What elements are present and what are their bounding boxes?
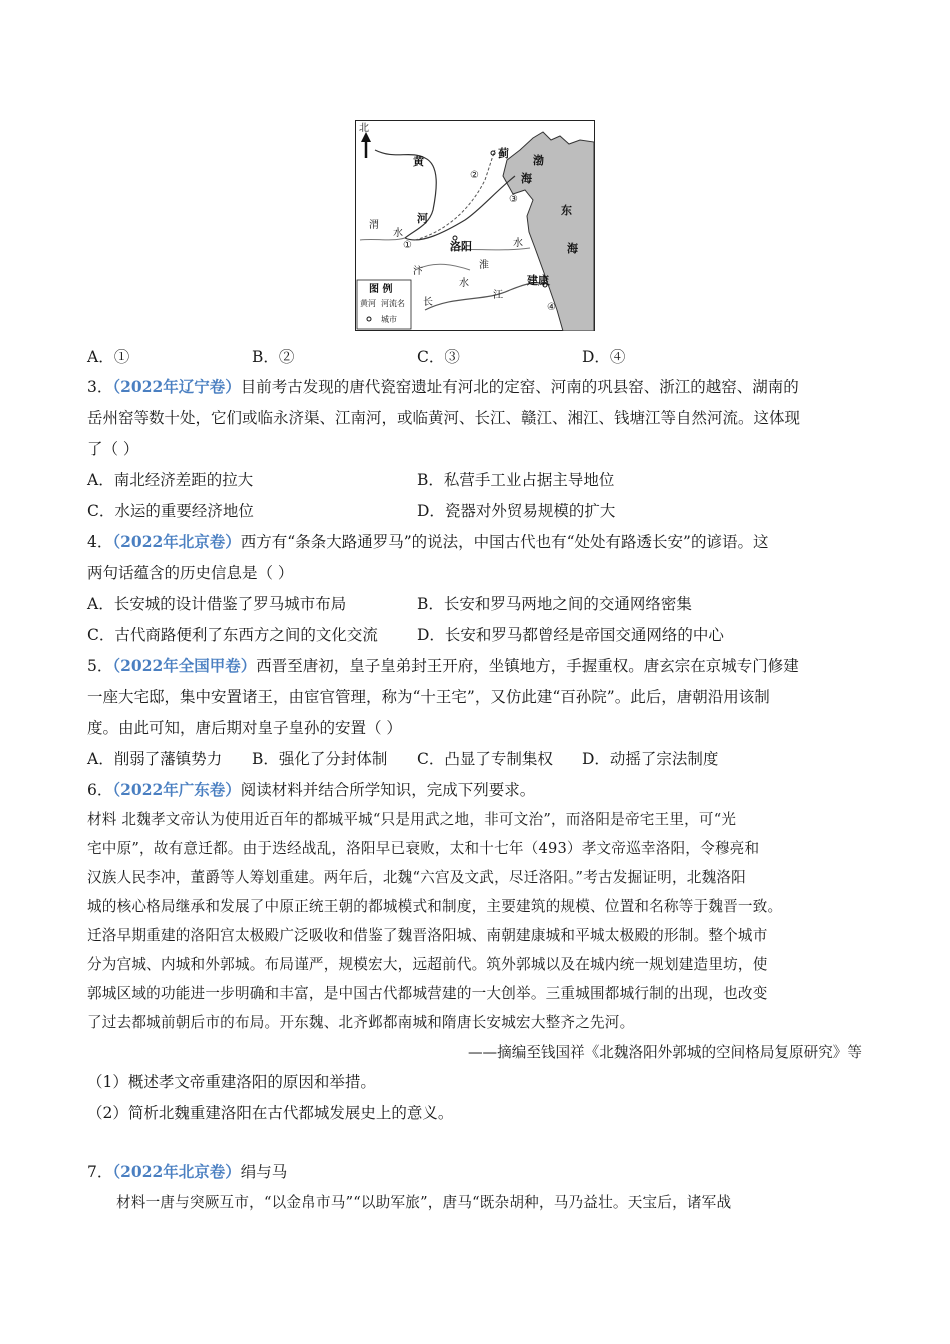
q7-source: （2022年北京卷） xyxy=(112,1162,241,1181)
map-marker-2: ② xyxy=(470,170,479,181)
q4-line1 xyxy=(87,530,768,552)
historical-map xyxy=(355,120,595,331)
q6-material-line: 迁洛早期重建的洛阳宫太极殿广泛吸收和借鉴了魏晋洛阳城、南朝建康城和平城太极殿的形制。整个城市 xyxy=(87,927,768,944)
q5-line2: 一座大宅邸，集中安置诸王，由宦官管理，称为“十王宅”，又仿此建“百孙院”。此后，唐朝沿用该制 xyxy=(87,688,770,706)
q3-source: （2022年辽宁卷） xyxy=(112,377,241,396)
q3-line3: 了（ ） xyxy=(87,440,139,458)
q3-text1: 目前考古发现的唐代瓷窑遗址有河北的定窑、河南的巩县窑、浙江的越窑、湖南的 xyxy=(240,378,799,396)
q6-sub1: （1）概述孝文帝重建洛阳的原因和举措。 xyxy=(87,1073,376,1091)
map-label-luoyang: 洛阳 xyxy=(450,240,472,253)
q6-line1 xyxy=(87,778,535,800)
q5-option-c: C．凸显了专制集权 xyxy=(417,750,553,768)
q6-material-line: 郭城区域的功能进一步明确和丰富，是中国古代都城营建的一大创举。三重城围都城行制的出现，也改变 xyxy=(87,985,768,1002)
q4-option-c: C．古代商路便利了东西方之间的文化交流 xyxy=(87,626,378,644)
map-marker-3: ③ xyxy=(509,194,518,205)
q7-line1 xyxy=(87,1160,287,1182)
map-label-he: 河 xyxy=(417,212,428,225)
q5-source: （2022年全国甲卷） xyxy=(112,656,257,675)
map-north-label: 北 xyxy=(359,123,369,134)
q2-option-a: A．① xyxy=(87,348,130,366)
map-marker-1: ① xyxy=(403,240,412,251)
q3-option-b: B．私营手工业占据主导地位 xyxy=(417,471,615,489)
map-label-bian: 汴 xyxy=(413,266,423,277)
legend-river-text: 河流名 xyxy=(381,299,405,308)
q2-option-b: B．② xyxy=(252,348,295,366)
q6-intro: 阅读材料并结合所学知识，完成下列要求。 xyxy=(240,781,536,799)
legend-title: 图 例 xyxy=(369,284,393,295)
q5-option-a: A．削弱了藩镇势力 xyxy=(87,750,223,768)
map-label-chang: 长 xyxy=(423,297,433,308)
q3-option-a: A．南北经济差距的拉大 xyxy=(87,471,254,489)
q5-option-b: B．强化了分封体制 xyxy=(252,750,388,768)
q5-line1 xyxy=(87,654,799,676)
q2-option-d: D．④ xyxy=(582,348,626,366)
q7-material1: 材料一唐与突厥互市，“以金帛市马”“以助军旅”，唐马“既杂胡种，马乃益壮。天宝后，诸军战 xyxy=(116,1194,732,1211)
map-label-huang: 黄 xyxy=(413,155,424,168)
q6-material-line: 材料 北魏孝文帝认为使用近百年的都城平城“只是用武之地，非可文治”，而洛阳是帝宅王里，可“光 xyxy=(87,811,737,828)
legend-city-text: 城市 xyxy=(381,315,397,324)
legend-river-sample: 黄河 xyxy=(360,299,376,308)
q4-option-b: B．长安和罗马两地之间的交通网络密集 xyxy=(417,595,692,613)
q5-text1: 西晋至唐初，皇子皇弟封王开府，坐镇地方，手握重权。唐玄宗在京城专门修建 xyxy=(256,657,799,675)
q6-citation: ——摘编至钱国祥《北魏洛阳外郭城的空间格局复原研究》等 xyxy=(467,1044,862,1061)
q2-option-c: C．③ xyxy=(417,348,460,366)
q4-number: 4． xyxy=(87,533,113,551)
map-label-wei: 渭 xyxy=(369,220,379,231)
q6-material-line: 了过去都城前朝后市的布局。开东魏、北齐邺都南城和隋唐长安城宏大整齐之先河。 xyxy=(87,1014,635,1031)
q5-line3: 度。由此可知，唐后期对皇子皇孙的安置（ ） xyxy=(87,719,402,737)
q6-material-line: 汉族人民李冲，董爵等人筹划重建。两年后，北魏“六宫及文武，尽迁洛阳。”考古发掘证明，北魏洛阳 xyxy=(87,869,746,886)
q3-line2: 岳州窑等数十处，它们或临永济渠、江南河，或临黄河、长江、赣江、湘江、钱塘江等自然河流。这体现 xyxy=(87,409,801,427)
q4-line2: 两句话蕴含的历史信息是（ ） xyxy=(87,564,294,582)
q6-material-line: 城的核心格局继承和发展了中原正统王朝的都城模式和制度，主要建筑的规模、位置和名称等于魏晋一致。 xyxy=(87,898,783,915)
map-label-jiankang: 建康 xyxy=(527,274,549,287)
q7-number: 7． xyxy=(87,1163,113,1181)
map-label-bo: 渤 xyxy=(533,154,544,167)
q3-number: 3． xyxy=(87,378,113,396)
map-label-hai1: 海 xyxy=(521,172,532,185)
q6-material-line: 宅中原”，故有意迁都。由于迭经战乱，洛阳早已衰败，太和十七年（493）孝文帝巡幸洛阳，令穆亮和 xyxy=(87,840,760,857)
q6-material-line: 分为宫城、内城和外郭城。布局谨严，规模宏大，远超前代。筑外郭城以及在城内统一规划建造里坊，使 xyxy=(87,956,768,973)
map-label-shui2: 水 xyxy=(513,238,523,249)
q6-source: （2022年广东卷） xyxy=(112,780,241,799)
map-label-hai2: 海 xyxy=(567,242,578,255)
q3-option-d: D．瓷器对外贸易规模的扩大 xyxy=(417,502,616,520)
map-label-huai: 淮 xyxy=(479,260,489,271)
q6-number: 6． xyxy=(87,781,113,799)
q7-title: 绢与马 xyxy=(240,1163,288,1181)
q4-text1: 西方有“条条大路通罗马”的说法，中国古代也有“处处有路透长安”的谚语。这 xyxy=(240,533,769,551)
map-marker-4: ④ xyxy=(547,302,556,313)
q4-option-d: D．长安和罗马都曾经是帝国交通网络的中心 xyxy=(417,626,724,644)
q3-option-c: C．水运的重要经济地位 xyxy=(87,502,254,520)
map-label-dong: 东 xyxy=(561,204,572,217)
q4-option-a: A．长安城的设计借鉴了罗马城市布局 xyxy=(87,595,347,613)
map-label-ji: 蓟 xyxy=(498,147,509,160)
map-label-shui3: 水 xyxy=(459,278,469,289)
map-label-shui1: 水 xyxy=(393,228,403,239)
q5-option-d: D．动摇了宗法制度 xyxy=(582,750,719,768)
q3-line1 xyxy=(87,375,799,397)
q4-source: （2022年北京卷） xyxy=(112,532,241,551)
q5-number: 5． xyxy=(87,657,113,675)
q6-sub2: （2）简析北魏重建洛阳在古代都城发展史上的意义。 xyxy=(87,1104,454,1122)
map-label-jiang: 江 xyxy=(493,290,503,301)
